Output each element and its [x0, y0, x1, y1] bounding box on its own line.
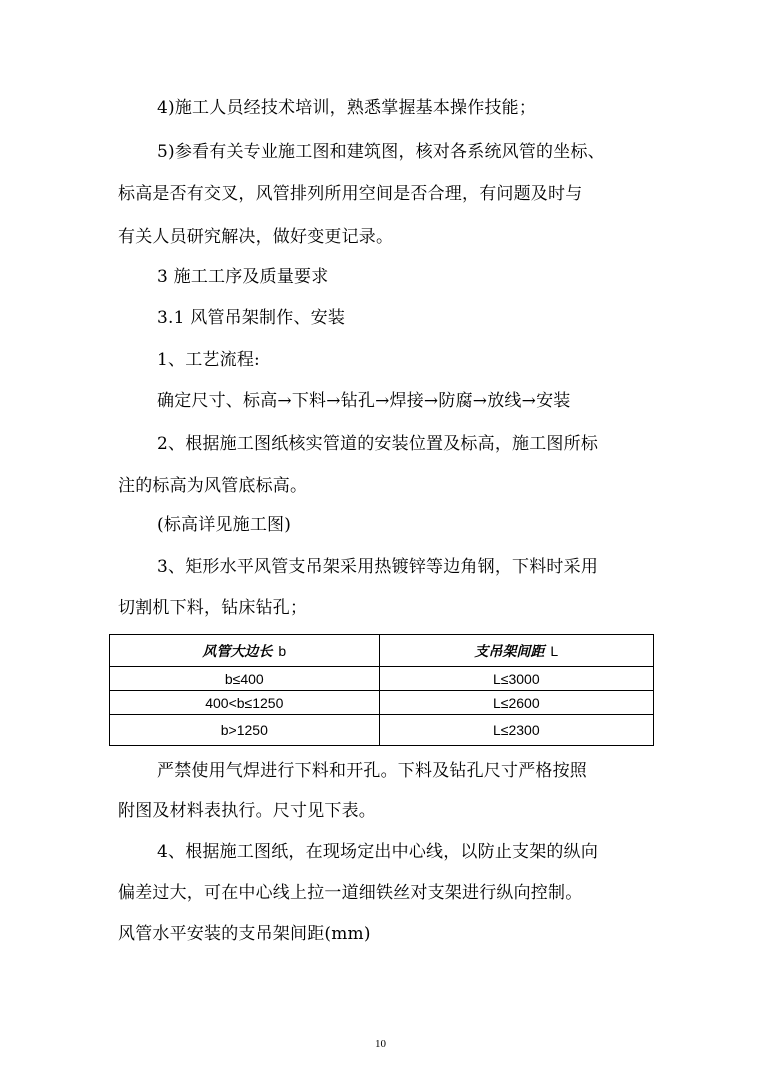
- table-cell: b≤400: [110, 667, 380, 691]
- paragraph-line: 4、根据施工图纸，在现场定出中心线，以防止支架的纵向: [157, 842, 599, 862]
- paragraph-line: 附图及材料表执行。尺寸见下表。: [118, 801, 376, 821]
- table-header-row: [110, 635, 654, 667]
- paragraph-line: 3、矩形水平风管支吊架采用热镀锌等边角钢，下料时采用: [157, 557, 599, 577]
- paragraph-line: 1、工艺流程:: [157, 350, 260, 370]
- paragraph-line: 有关人员研究解决，做好变更记录。: [118, 227, 394, 247]
- table-header-cell: [379, 635, 653, 667]
- table-cell: 400<b≤1250: [110, 691, 380, 715]
- paragraph-line: 注的标高为风管底标高。: [118, 476, 308, 496]
- table-cell: L≤2600: [379, 691, 653, 715]
- table-cell: b>1250: [110, 715, 380, 746]
- paragraph-line: 风管水平安装的支吊架间距(mm): [118, 924, 371, 944]
- paragraph-line: 5)参看有关专业施工图和建筑图，核对各系统风管的坐标、: [157, 142, 605, 162]
- support-spacing-table: [109, 634, 654, 746]
- paragraph-line: (标高详见施工图): [157, 515, 292, 535]
- table-row: [110, 667, 654, 691]
- table-row: [110, 691, 654, 715]
- subsection-heading: 3.1 风管吊架制作、安装: [157, 308, 346, 328]
- header-label: 支吊架间距: [474, 642, 545, 659]
- table-row: [110, 715, 654, 746]
- paragraph-line: 4)施工人员经技术培训，熟悉掌握基本操作技能；: [157, 98, 537, 118]
- table-cell: L≤3000: [379, 667, 653, 691]
- header-symbol: b: [278, 642, 287, 659]
- table-header-cell: [110, 635, 380, 667]
- paragraph-line: 严禁使用气焊进行下料和开孔。下料及钻孔尺寸严格按照: [157, 761, 587, 781]
- section-heading: 3 施工工序及质量要求: [157, 267, 329, 287]
- paragraph-line: 切割机下料，钻床钻孔；: [118, 598, 308, 618]
- header-symbol: L: [550, 642, 559, 659]
- process-flow-line: 确定尺寸、标高→下料→钻孔→焊接→防腐→放线→安装: [157, 391, 571, 411]
- header-label: 风管大边长: [202, 642, 273, 659]
- table-cell: L≤2300: [379, 715, 653, 746]
- paragraph-line: 2、根据施工图纸核实管道的安装位置及标高，施工图所标: [157, 434, 599, 454]
- paragraph-line: 标高是否有交叉，风管排列所用空间是否合理，有问题及时与: [118, 184, 583, 204]
- paragraph-line: 偏差过大，可在中心线上拉一道细铁丝对支架进行纵向控制。: [118, 883, 583, 903]
- page-number: 10: [375, 1038, 386, 1050]
